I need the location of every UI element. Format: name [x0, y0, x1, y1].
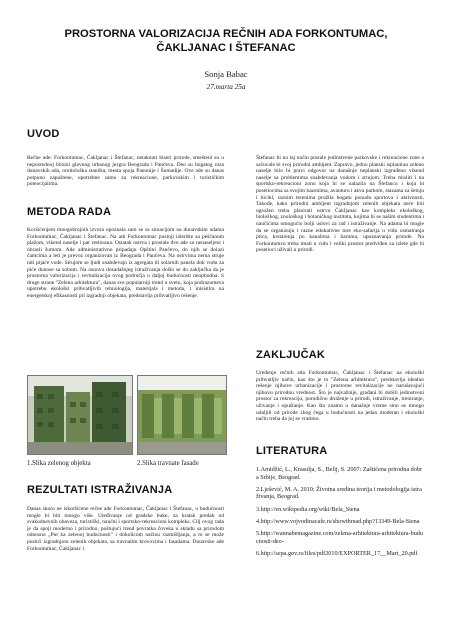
paragraph-rezultati-continued: Štefanac bi na taj način postale jedinstvene parkovske i rekreacione zone a sačuvale bi svoj prirodni ambijent. Zapravo, jedno planski isplaniran zeleno naselje bilo bi pravi odgovor na današnje neplanski izgrađeno vikend naselje sa problemima snabdevanja vodom i strujom. Treba misliti i na sportsko-rekreacioni zonu koja bi se nalazila na Štefancu i koja bi posetiocima sa svojim bazenima, avanturu i akva parkom, stazama za šetnju i bicikl, raznim terenima pružila bogatu ponudu sportova i aktivnosti. Takođe, kako prirodni ambijent izgradnjom zelenih objekata neće biti ugrožen treba planirati ostrvo Čakljanac kao kompleks ekološkog, biološkog, zoološkog i botaničkog instituta, kojima bi se našim studentima i naučicima omogućio bolji uslovi za rad i istraživanje. Na adama bi mogle da se organizuju i razne edukativne ture eko-safarija u vidu osmatranja ptica, krstarenja po kanalima i baruma, upoznavanja prirode. Na Forkontumcu treba imati u vidu i veliki prostor predviđen za izlete gde bi posetioci uživali u prirodi. [256, 155, 424, 254]
heading-metoda-rada: METODA RADA [27, 206, 112, 218]
heading-literatura: LITERATURA [256, 445, 328, 457]
reference-item: 2.Lješević, M. A. 2010: Životna sredina teorija i metodologija istraživanja, Beograd. [256, 485, 422, 501]
reference-item: 1.Amidžić, L., Krasulja, S., Belij, S. 2007: Zaštićena prirodna dobra Srbije, Beograd. [256, 466, 422, 481]
reference-list [256, 466, 424, 562]
reference-item: 4.http://www.vojvodinacafe.rs/showthread.php?13349-Bela-Stena [256, 517, 420, 525]
grass-facade-photo [137, 375, 227, 455]
document-title: PROSTORNA VALORIZACIJA REČNIH ADA FORKONTUMAC, ČAKLJANAC I ŠTEFANAC [64, 28, 388, 54]
green-building-photo [27, 375, 133, 455]
paragraph-rezultati: Danas skoro ne iskorišćene rečne ade Forkontumac, Čakljanac i Štefanac, u budućnosti mogle bi biti mnogo više. Uteđivanje od gradske buke, za kratak predah od svakodnevnih obaveza, turistički, naučni i sportsko-rekreacioni kompleks. Cilj ovog rada je da spoji moderno i prirodno, poštujući trend povratka čoveka u skladu sa prirodom odnosno „Put ka zelenoj budućnosti" i dokolicom načinu razmišljanja, a to se može postići izgradnjom zelenih objekata, sa travnatim krovovima i fasadama. Dunavske ade Forkontumac, Čakljanac i [27, 506, 224, 552]
paragraph-metoda-rada: Korišćenjem mnogobrojnih izvora upoznala sam se sa situacijom na dunavskim adama Forkontumac, Čakljanac i Štefanac. Na adi Forkontumac postoji izletište sa peščanom plažom, vikend naselje i par restorana. Ostatak ostrva i prostale dve ade su nenaseljeni i obrasli šumom. Ade administrativno pripadaju Opštini Pančevo, do njih se dolazi čamcima a leti je prevoz organizovan iz Beograda i Pančeva. Na ostrvima nema struje niti pijaće vode. Strujom se ljudi snabdevaju iz agregata ili solarnih panela dok vodu za piće donose sa sobom. Na osnovu dosadašnjeg istraživanja došlo se do zaključka da je prostorna valorizacija i revitalizacija ovog područja u daljoj budućnosti neophodna. S druge strane "Zelena arhitektura", danas sve popularniji trend u svetu, koja podrazumeva upotrebu ekološki prihvatljivih tehnologija, materijala i metoda, i inisistira na energetskoj efikasnosti pri izgradnji objekata, predstavlja prihvatljivo rešenje. [27, 227, 224, 299]
reference-item: 5.http://wannabemagazine.com/zelena-arhitektura-arhitektura-buducnosti-deo- [256, 529, 423, 545]
figure-1-caption: 1.Slika zelenog objekta [27, 460, 91, 467]
paragraph-zakljucak: Uređenje rečnih ada Forkontumac, Čakljanac i Štefanac na ekološki prihvatljiv način, kao što je to "Zelena arhitektura", predstavlja idealno rešenje njihove urbanizacije i prostorne revitalizacije ne narušavajući njihovu prirodnu vrednost. Što je najvažnije, građani bi dobili jedinstveni prostor za rekreaciju, porodično druženje u prirodi, istraživanje, treniranje, uživanje i opuštanje. Kao što znamo u današnje vreme smo se mnogo udaljili od prirode zbog čega u budućnosti na jedan moderan i ekološki način treba da joj se vratimo. [256, 370, 424, 423]
author-name: Sonja Babac [204, 69, 248, 79]
reference-item: 3.http://en.wikipedia.org/wiki/Bela_Stena [256, 505, 360, 513]
heading-uvod: UVOD [27, 128, 60, 140]
figure-2-caption: 2.Slika travnate fasade [137, 460, 199, 467]
paragraph-uvod: Rečne ade: Forkontumac, Čakljanac i Štefanac, netaknuti biseri prirode, smešteni su u neposrednoj blizini glavnog urbanog jezgra Beograda i Pančeva. Deo su bogatog niza dunavskih ada, ornitološka staništa, mesta spoja Panonije i Šumadije. Ove ade su danas potpuno zapuštene, upotrebne samo za rekreacione, parkovskim i turističkim potencijalima. [27, 155, 224, 188]
heading-rezultati: REZULTATI ISTRAŽIVANJA [27, 484, 173, 496]
document-date: 27.marta 25a [206, 83, 246, 91]
heading-zakljucak: ZAKLJUČAK [256, 349, 326, 361]
reference-item: 6.http://sepa.gov.rs/files/pdf2010/EXPORTER_17__Mart_20.pdf [256, 549, 418, 557]
